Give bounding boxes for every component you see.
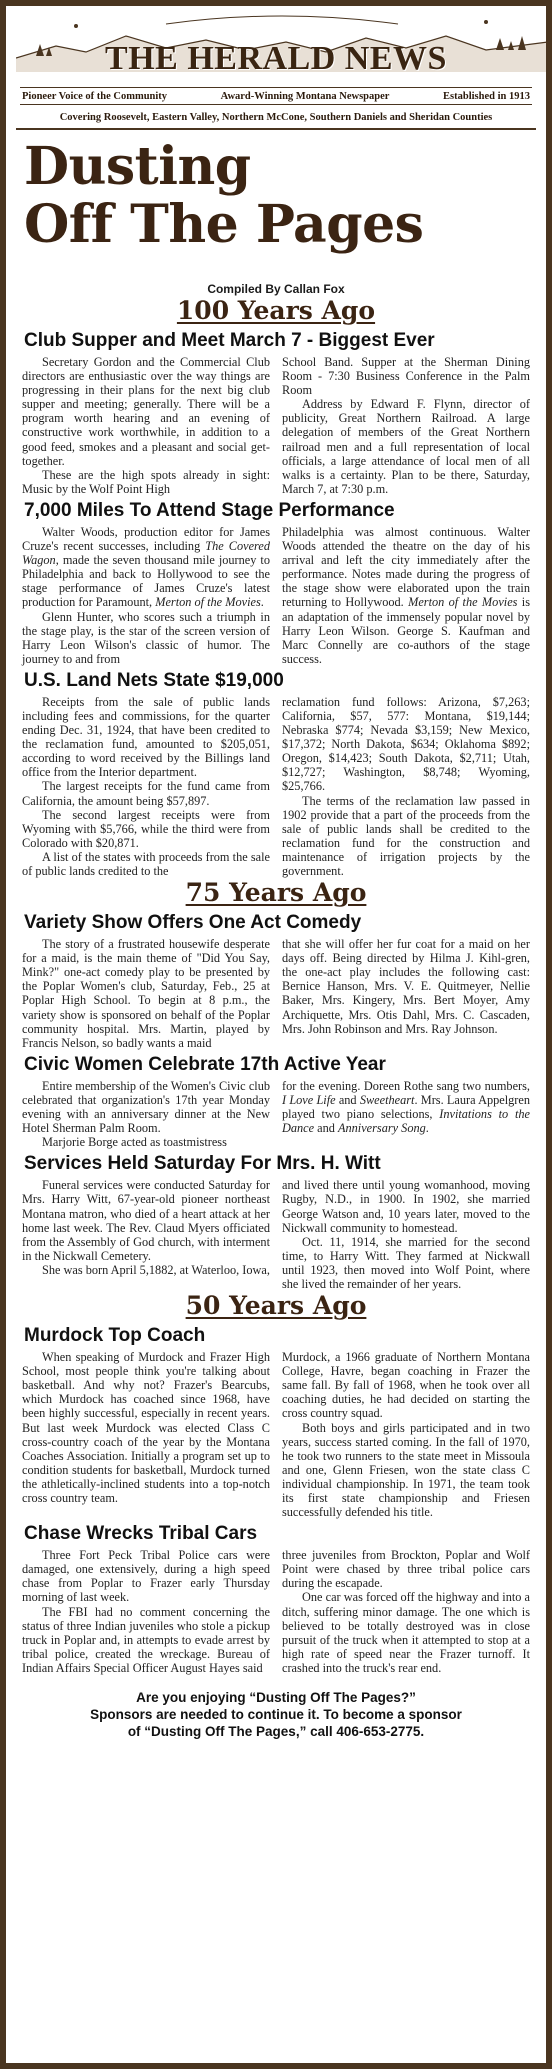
story-paragraph: The largest receipts for the fund came from California, the amount being $57,897. xyxy=(22,779,270,808)
story-column-right xyxy=(282,355,530,496)
story-title: Murdock Top Coach xyxy=(24,1325,206,1347)
story-columns xyxy=(16,1077,536,1149)
sponsor-line-3: of “Dusting Off The Pages,” call 406-653-2775. xyxy=(127,1724,425,1740)
story-paragraph: Walter Woods, production editor for James Cruze's recent successes, including The Covered Wagon, made the seven thousand mile journey to Philadelphia and back to Hollywood to see the stage performance of James Cruze's latest production for Paramount, Merton of the Movies. xyxy=(22,524,270,610)
story-paragraph: Philadelphia was almost continuous. Walter Woods attended the theatre on the day of his arrival and left the city immediately after the performance. Notes made during the progress of the stage show were elaborated upon the train returning to Hollywood. Merton of the Movies is an adaptation of the immensely popular novel by Harry Leon Wilson. George S. Kaufman and Marc Connelly are co-authors of the stage success. xyxy=(282,524,530,666)
story-title: U.S. Land Nets State $19,000 xyxy=(24,669,284,691)
story-paragraph: The second largest receipts were from Wyoming with $5,766, while the third were from Colorado with $20,871. xyxy=(22,807,270,850)
era-heading-text: 75 Years Ago xyxy=(185,878,367,908)
story-paragraph: Entire membership of the Women's Civic club celebrated that organization's 17th year Monday evening with an anniversary dinner at the New Hotel Sherman Palm Room. xyxy=(22,1078,270,1136)
story-column-left xyxy=(22,525,270,666)
story-paragraph: The FBI had no comment concerning the status of three Indian juveniles who stole a pickup truck in Poplar and, in attempts to evade arrest by tribal police, created the wreckage. Bureau of Indian Affairs Special Officer August Hayes said xyxy=(22,1604,270,1675)
story-title: Chase Wrecks Tribal Cars xyxy=(24,1523,258,1545)
byline: Compiled By Callan Fox xyxy=(207,282,345,296)
article-body xyxy=(16,296,536,1675)
story-paragraph: that she will offer her fur coat for a maid on her days off. Being directed by Hilma J. Kihl-gren, the one-act play includes the following cast: Bernice Hanson, Mrs. V. E. Quitmeyer, Nellie Baker, Mrs. Kingery, Mrs. Bert Moyer, Amy Archiquette, Mrs. Otis Dahl, Mrs. C. Cascaden, Mrs. John Robinson and Mrs. Ray Johnson. xyxy=(282,937,530,1036)
story-column-right xyxy=(282,525,530,666)
era-heading xyxy=(16,878,536,908)
story-title: Civic Women Celebrate 17th Active Year xyxy=(24,1053,386,1075)
story-paragraph: Both boys and girls participated and in two years, success started coming. In the fall of 1970, he took two runners to the state meet in Missoula and one, Glenn Friesen, won the state class C individual championship. In 1971, the team took its first state championship and Friesen successfully defended his title. xyxy=(282,1420,530,1520)
story-paragraph: The terms of the reclamation law passed in 1902 provide that a part of the proceeds from the sale of public lands shall be credited to the reclamation fund for the construction and maintenance of irrigation projects by the government. xyxy=(282,793,530,878)
story-paragraph: Secretary Gordon and the Commercial Club directors are enthusiastic over the way things are progressing in their plans for the next big club supper and meeting; generally. There will be a program worth hearing and an evening of constructive work worthwhile, in addition to a good feed, smokes and a pleasant and social get-together. xyxy=(22,355,270,468)
story-columns xyxy=(16,353,536,496)
story-column-left xyxy=(22,937,270,1050)
story-columns xyxy=(16,523,536,666)
story-title: Variety Show Offers One Act Comedy xyxy=(24,912,362,934)
story-column-left xyxy=(22,695,270,878)
story-column-right xyxy=(282,937,530,1050)
story-paragraph: Glenn Hunter, who scores such a triumph in the stage play, is the star of the screen version of Harry Leon Wilson's classic of humor. The journey to and from xyxy=(22,609,270,666)
story-column-right xyxy=(282,1548,530,1675)
story-column-right xyxy=(282,1178,530,1291)
coverage-line: Covering Roosevelt, Eastern Valley, Northern McCone, Southern Daniels and Sheridan Counties xyxy=(59,112,493,123)
story-column-right xyxy=(282,1079,530,1149)
story-column-right xyxy=(282,1350,530,1519)
story-columns xyxy=(16,693,536,878)
story-column-left xyxy=(22,1350,270,1519)
sponsor-line-2: Sponsors are needed to continue it. To become a sponsor xyxy=(90,1707,462,1723)
story-paragraph: A list of the states with proceeds from the sale of public lands credited to the xyxy=(22,849,270,878)
tagline-center: Award-Winning Montana Newspaper xyxy=(220,91,390,102)
story-column-left xyxy=(22,1079,270,1149)
story-column-left xyxy=(22,355,270,496)
story-paragraph: She was born April 5,1882, at Waterloo, Iowa, xyxy=(42,1262,270,1277)
story-paragraph: Three Fort Peck Tribal Police cars were damaged, one extensively, during a high speed chase from Poplar to Frazer early Thursday morning of last week. xyxy=(22,1548,270,1605)
era-heading-text: 50 Years Ago xyxy=(185,1291,367,1321)
story-columns xyxy=(16,1176,536,1291)
story-paragraph: When speaking of Murdock and Frazer High School, most people think you're talking about basketball. And why not? Frazer's Bearcubs, which Murdock has coached since 1968, have been highly successful, especially in recent years. But last week Murdock was elected Class C cross-country coach of the year by the Montana Coaches Association. Initially a program set up to condition students for basketball, Murdock turned the athletically-inclined students into a top-notch cross country team. xyxy=(22,1350,270,1505)
story-title: Club Supper and Meet March 7 - Biggest Ever xyxy=(24,330,435,351)
sponsor-line-1: Are you enjoying “Dusting Off The Pages?” xyxy=(136,1690,416,1706)
masthead-tagline-row xyxy=(20,87,532,105)
masthead xyxy=(16,6,536,130)
story-paragraph: These are the high spots already in sight: Music by the Wolf Point High xyxy=(22,467,270,496)
story-column-left xyxy=(22,1548,270,1675)
story-paragraph: School Band. Supper at the Sherman Dining Room - 7:30 Business Conference in the Palm Room xyxy=(282,355,530,398)
story-paragraph: The story of a frustrated housewife desperate for a maid, is the main theme of "Did You Say, Mink?" one-act comedy play to be presented by the Poplar Women's club, Saturday, Feb., 25 at Poplar High School. To begin at 8 p.m., the variety show is sponsored on behalf of the Poplar community hospital. Mrs. Martin, played by Francis Nelson, so badly wants a maid xyxy=(22,937,270,1050)
story-columns xyxy=(16,935,536,1050)
story-paragraph: Marjorie Borge acted as toastmistress xyxy=(42,1135,227,1150)
story-paragraph: Murdock, a 1966 graduate of Northern Montana College, Havre, began coaching in Frazer the same fall. By fall of 1968, when he took over all coaching duties, he had decided on starting the cross country squad. xyxy=(282,1350,530,1421)
story-title: 7,000 Miles To Attend Stage Performance xyxy=(24,499,395,521)
story-paragraph: Funeral services were conducted Saturday for Mrs. Harry Witt, 67-year-old pioneer northeast Montana matron, who died of a heart attack at her home last week. The Rev. Claud Myers officiated from the Assembly of God church, with interment in the Nickwall Cemetery. xyxy=(22,1178,270,1263)
page-headline: Dusting Off The Pages xyxy=(24,136,424,255)
story-column-left xyxy=(22,1178,270,1291)
era-heading xyxy=(16,296,536,326)
sponsor-notice xyxy=(16,1685,536,1740)
era-heading-text: 100 Years Ago xyxy=(176,296,376,325)
story-paragraph: Address by Edward F. Flynn, director of publicity, Great Northern Railroad. A large delegation of members of the Great Northern railroad men and a full representation of local officials, a large attendance of local men of all walks is a certainty. Plan to be there, Saturday, March 7, at 7:30 p.m. xyxy=(282,397,530,496)
story-paragraph: reclamation fund follows: Arizona, $7,263; California, $57, 577: Montana, $19,144; Nebraska $774; Nevada $3,159; New Mexico, $17,372; North Dakota, $634; Oklahoma $892; Oregon, $14,423; South Dakota, $2,711; Utah, $12,727; Washington, $8,748; Wyoming, $25,766. xyxy=(282,694,530,794)
tagline-left: Pioneer Voice of the Community xyxy=(22,91,168,102)
newspaper-title: THE HERALD NEWS xyxy=(105,40,447,77)
story-title: Services Held Saturday For Mrs. H. Witt xyxy=(24,1153,381,1175)
story-column-right xyxy=(282,695,530,878)
story-columns xyxy=(16,1348,536,1519)
story-columns xyxy=(16,1546,536,1675)
story-paragraph: Oct. 11, 1914, she married for the second time, to Harry Witt. They farmed at Nickwall until 1923, then moved into Wolf Point, where she lived the remainder of her years. xyxy=(282,1234,530,1291)
story-paragraph: three juveniles from Brockton, Poplar and Wolf Point were chased by three tribal police cars during the escapade. xyxy=(282,1548,530,1591)
story-paragraph: One car was forced off the highway and into a ditch, suffering minor damage. The one which is believed to be totally destroyed was in close pursuit of the truck when it attempted to stop at a high rate of speed near the Frazer turnoff. It crashed into the truck's rear end. xyxy=(282,1590,530,1675)
era-heading xyxy=(16,1291,536,1321)
tagline-right: Established in 1913 xyxy=(443,91,530,102)
story-paragraph: for the evening. Doreen Rothe sang two numbers, I Love Life and Sweetheart. Mrs. Laura Appelgren played two piano selections, Invitations to the Dance and Anniversary Song. xyxy=(282,1078,531,1136)
story-paragraph: and lived there until young womanhood, moving Rugby, N.D., in 1900. In 1902, she married George Watson and, 10 years later, moved to the Nickwall community to homestead. xyxy=(282,1178,530,1235)
story-paragraph: Receipts from the sale of public lands including fees and commissions, for the quarter ending Dec. 31, 1924, that have been credited to the reclamation fund, amounted to $205,051, according to word received by the Billings land office from the Interior department. xyxy=(22,694,270,780)
